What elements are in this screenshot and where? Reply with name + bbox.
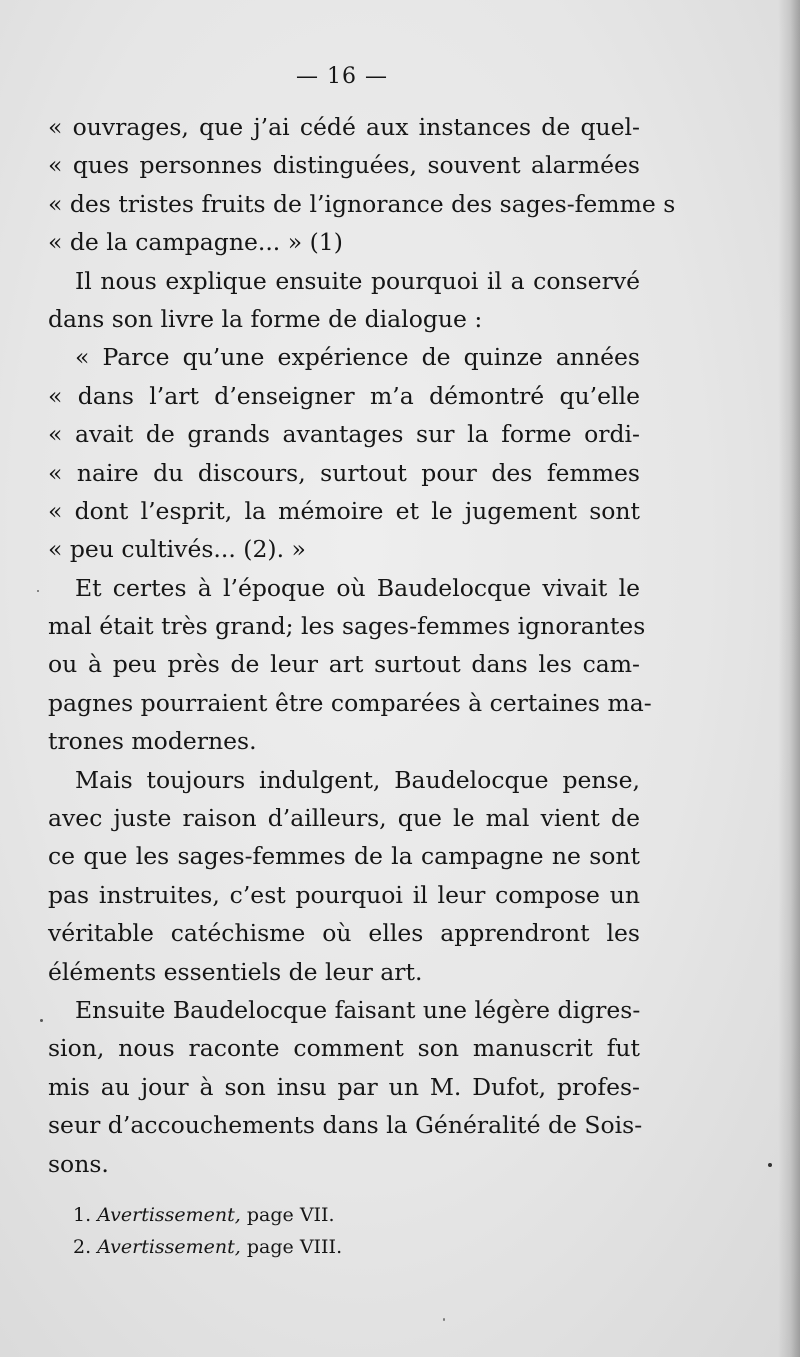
paper-speck: [37, 590, 39, 592]
text-line: mis au jour à son insu par un M. Dufot, profes-: [48, 1072, 640, 1101]
text-line: véritable catéchisme où elles apprendront les: [48, 919, 640, 948]
text-line: dans son livre la forme de dialogue :: [48, 304, 483, 333]
text-line: « peu cultivés... (2). »: [48, 535, 306, 564]
text-line: ce que les sages-femmes de la campagne ne sont: [48, 842, 640, 871]
footnote-number: 1.: [73, 1204, 92, 1226]
footnote-page: page VIII.: [246, 1236, 343, 1258]
text-line: « dont l’esprit, la mémoire et le jugement sont: [48, 496, 640, 525]
footnotes: [48, 1199, 640, 1263]
text-line: « des tristes fruits de l’ignorance des sages-femme s: [48, 189, 676, 218]
text-line: « Parce qu’une expérience de quinze années: [75, 343, 640, 372]
text-line: mal était très grand; les sages-femmes ignorantes: [48, 612, 646, 641]
text-line: Mais toujours indulgent, Baudelocque pense,: [75, 765, 640, 794]
text-line: pagnes pourraient être comparées à certaines ma-: [48, 688, 652, 717]
footnote-title: Avertissement,: [97, 1204, 241, 1226]
text-line: sons.: [48, 1149, 109, 1178]
text-line: trones modernes.: [48, 727, 257, 756]
text-line: Et certes à l’époque où Baudelocque vivait le: [75, 573, 640, 602]
text-line: « dans l’art d’enseigner m’a démontré qu’elle: [48, 381, 640, 410]
footnote-title: Avertissement,: [97, 1236, 241, 1258]
paper-speck: [768, 1163, 772, 1167]
page-edge-shadow: [778, 0, 800, 1357]
text-line: avec juste raison d’ailleurs, que le mal vient de: [48, 804, 640, 833]
text-line: pas instruites, c’est pourquoi il leur compose un: [48, 880, 640, 909]
paper-speck: [443, 1318, 445, 1321]
text-line: « ques personnes distinguées, souvent alarmées: [48, 151, 640, 180]
text-line: ou à peu près de leur art surtout dans les cam-: [48, 650, 640, 679]
page-number: — 16 —: [296, 64, 388, 89]
text-line: « naire du discours, surtout pour des femmes: [48, 458, 640, 487]
text-line: éléments essentiels de leur art.: [48, 957, 423, 986]
text-line: sion, nous raconte comment son manuscrit fut: [48, 1034, 640, 1063]
text-line: Ensuite Baudelocque faisant une légère digres-: [75, 995, 641, 1024]
footnote-number: 2.: [73, 1236, 92, 1258]
footnote: [48, 1199, 640, 1231]
body-text: [48, 108, 676, 1183]
text-line: seur d’accouchements dans la Généralité de Sois-: [48, 1111, 643, 1140]
footnote-page: page VII.: [246, 1204, 335, 1226]
text-line: « ouvrages, que j’ai cédé aux instances de quel-: [48, 113, 640, 141]
text-line: « avait de grands avantages sur la forme ordi-: [48, 420, 640, 449]
paper-speck: [40, 1019, 43, 1022]
text-line: Il nous explique ensuite pourquoi il a conservé: [75, 266, 640, 295]
text-line: « de la campagne... » (1): [48, 228, 343, 257]
footnote: [48, 1231, 640, 1263]
